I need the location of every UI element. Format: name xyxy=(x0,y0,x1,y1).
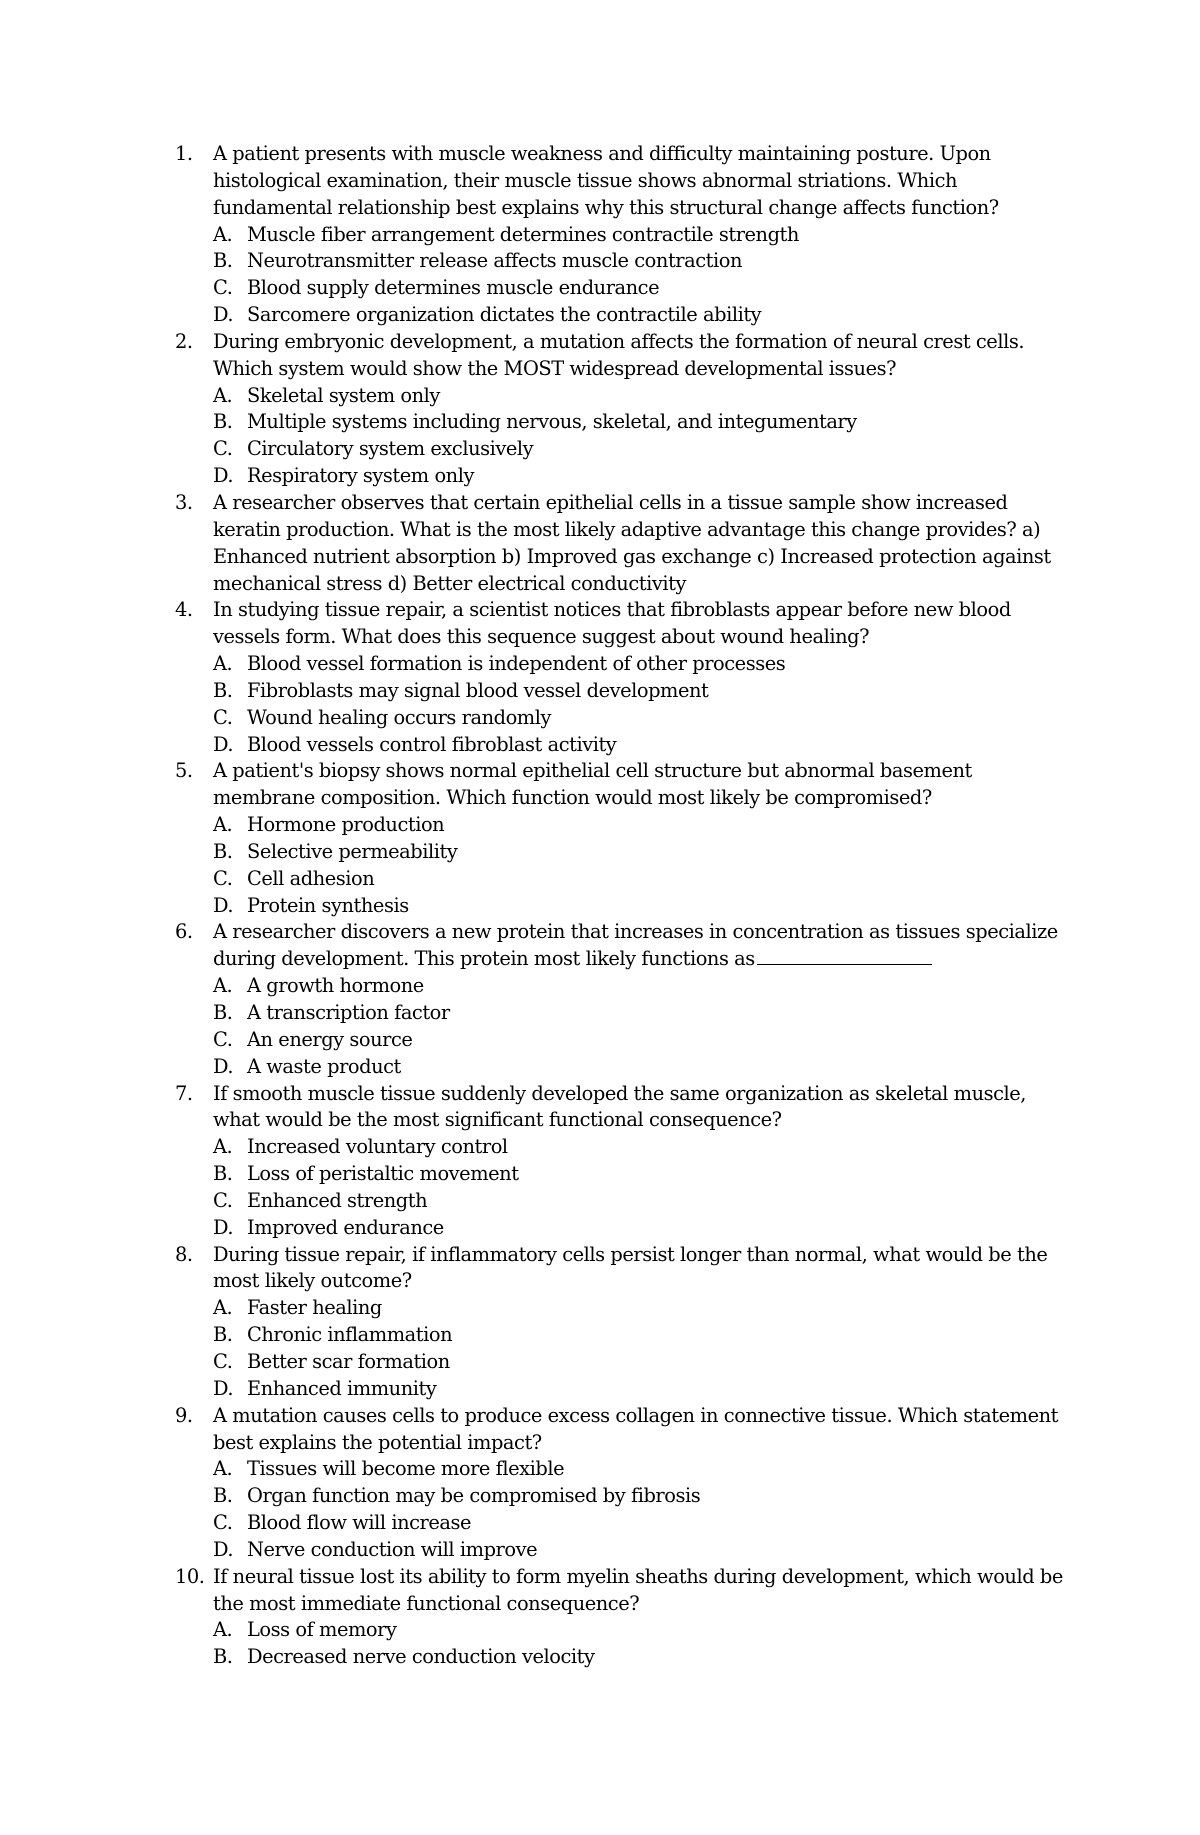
option-letter: D. xyxy=(213,732,234,756)
answer-option xyxy=(213,705,1075,732)
option-letter: C. xyxy=(213,1188,233,1212)
answer-options xyxy=(213,1134,1075,1241)
answer-option xyxy=(213,1161,1075,1188)
answer-options xyxy=(213,651,1075,758)
answer-options xyxy=(213,973,1075,1080)
option-letter: B. xyxy=(213,1484,233,1508)
option-letter: C. xyxy=(213,437,233,461)
answer-options xyxy=(213,222,1075,329)
question-item xyxy=(175,597,1075,758)
option-letter: B. xyxy=(213,678,233,702)
option-text: Improved endurance xyxy=(247,1215,444,1239)
question-stem: A researcher discovers a new protein that increases in concentration as tissues specialize during development. This protein most likely functions as xyxy=(213,920,1058,971)
answer-option xyxy=(213,866,1075,893)
answer-option xyxy=(213,1456,1075,1483)
option-letter: B. xyxy=(213,249,233,273)
question-text xyxy=(213,329,1075,383)
answer-option xyxy=(213,302,1075,329)
question-number: 2. xyxy=(175,329,193,353)
option-text: Multiple systems including nervous, skeletal, and integumentary xyxy=(247,410,857,434)
answer-option xyxy=(213,248,1075,275)
answer-option xyxy=(213,409,1075,436)
option-text: A growth hormone xyxy=(247,974,424,998)
question-number: 7. xyxy=(175,1081,193,1105)
question-item xyxy=(175,758,1075,919)
answer-option xyxy=(213,275,1075,302)
question-text xyxy=(213,1564,1075,1618)
option-text: Enhanced immunity xyxy=(247,1376,437,1400)
option-text: Blood vessel formation is independent of other processes xyxy=(247,652,786,676)
option-text: Respiratory system only xyxy=(247,464,474,488)
option-text: Loss of memory xyxy=(247,1618,397,1642)
option-text: Organ function may be compromised by fibrosis xyxy=(247,1484,701,1508)
answer-options xyxy=(213,1295,1075,1402)
answer-option xyxy=(213,812,1075,839)
option-text: Protein synthesis xyxy=(247,893,409,917)
question-item xyxy=(175,141,1075,329)
question-number: 9. xyxy=(175,1403,193,1427)
question-item xyxy=(175,490,1075,597)
option-text: A waste product xyxy=(247,1054,401,1078)
answer-option xyxy=(213,893,1075,920)
option-text: Neurotransmitter release affects muscle contraction xyxy=(247,249,742,273)
answer-option xyxy=(213,1188,1075,1215)
option-letter: A. xyxy=(213,974,233,998)
answer-options xyxy=(213,1456,1075,1563)
option-letter: C. xyxy=(213,866,233,890)
question-stem: During tissue repair, if inflammatory cells persist longer than normal, what would be the most likely outcome? xyxy=(213,1242,1048,1293)
option-text: Fibroblasts may signal blood vessel development xyxy=(247,678,709,702)
answer-option xyxy=(213,1322,1075,1349)
option-letter: C. xyxy=(213,1349,233,1373)
answer-option xyxy=(213,1215,1075,1242)
option-text: Sarcomere organization dictates the contractile ability xyxy=(247,303,762,327)
option-text: Blood vessels control fibroblast activity xyxy=(247,732,617,756)
answer-option xyxy=(213,436,1075,463)
option-text: Selective permeability xyxy=(247,839,458,863)
answer-option xyxy=(213,839,1075,866)
option-text: Nerve conduction will improve xyxy=(247,1537,538,1561)
option-letter: C. xyxy=(213,1027,233,1051)
option-letter: D. xyxy=(213,893,234,917)
answer-option xyxy=(213,383,1075,410)
answer-options xyxy=(213,383,1075,490)
question-number: 8. xyxy=(175,1242,193,1266)
question-text xyxy=(213,758,1075,812)
question-item xyxy=(175,1081,1075,1242)
option-text: Blood flow will increase xyxy=(247,1511,472,1535)
option-text: An energy source xyxy=(247,1027,413,1051)
question-item xyxy=(175,1403,1075,1564)
option-text: Wound healing occurs randomly xyxy=(247,705,551,729)
question-number: 5. xyxy=(175,759,193,783)
fill-in-blank xyxy=(757,950,932,965)
option-letter: D. xyxy=(213,303,234,327)
question-text xyxy=(213,1242,1075,1296)
question-item xyxy=(175,1242,1075,1403)
answer-option xyxy=(213,1000,1075,1027)
option-text: Circulatory system exclusively xyxy=(247,437,534,461)
option-letter: A. xyxy=(213,813,233,837)
option-letter: A. xyxy=(213,652,233,676)
option-letter: C. xyxy=(213,705,233,729)
answer-option xyxy=(213,1510,1075,1537)
answer-option xyxy=(213,1295,1075,1322)
answer-option xyxy=(213,678,1075,705)
option-text: Muscle fiber arrangement determines contractile strength xyxy=(247,222,799,246)
option-letter: B. xyxy=(213,1645,233,1669)
option-text: Enhanced strength xyxy=(247,1188,428,1212)
question-list xyxy=(175,141,1075,1671)
answer-option xyxy=(213,1027,1075,1054)
question-number: 4. xyxy=(175,598,193,622)
option-letter: B. xyxy=(213,1162,233,1186)
option-letter: D. xyxy=(213,1215,234,1239)
answer-option xyxy=(213,1483,1075,1510)
question-number: 3. xyxy=(175,490,193,514)
option-letter: D. xyxy=(213,1054,234,1078)
question-stem: During embryonic development, a mutation affects the formation of neural crest cells. Which system would show the MOST widespread developmental issues? xyxy=(213,329,1025,380)
answer-option xyxy=(213,1376,1075,1403)
option-letter: C. xyxy=(213,1511,233,1535)
option-text: Chronic inflammation xyxy=(247,1323,453,1347)
option-letter: B. xyxy=(213,1323,233,1347)
option-letter: B. xyxy=(213,839,233,863)
option-text: Loss of peristaltic movement xyxy=(247,1162,519,1186)
question-text xyxy=(213,1081,1075,1135)
answer-option xyxy=(213,1134,1075,1161)
question-stem: A researcher observes that certain epithelial cells in a tissue sample show increased keratin production. What is the most likely adaptive advantage this change provides? a) Enhanced nutrient absorption b) Improved gas exchange c) Increased protection against mechanical stress d) Better electrical conductivity xyxy=(213,490,1051,595)
answer-options xyxy=(213,812,1075,919)
question-number: 10. xyxy=(175,1564,205,1588)
answer-option xyxy=(213,1644,1075,1671)
option-letter: C. xyxy=(213,276,233,300)
option-text: Blood supply determines muscle endurance xyxy=(247,276,660,300)
option-letter: A. xyxy=(213,383,233,407)
question-text xyxy=(213,490,1075,597)
answer-option xyxy=(213,1054,1075,1081)
question-item xyxy=(175,329,1075,490)
answer-option xyxy=(213,463,1075,490)
option-text: Better scar formation xyxy=(247,1349,450,1373)
answer-options xyxy=(213,1617,1075,1671)
option-text: Tissues will become more flexible xyxy=(247,1457,565,1481)
question-stem: In studying tissue repair, a scientist notices that fibroblasts appear before new blood vessels form. What does this sequence suggest about wound healing? xyxy=(213,598,1011,649)
answer-option xyxy=(213,1537,1075,1564)
option-letter: A. xyxy=(213,222,233,246)
option-letter: D. xyxy=(213,1537,234,1561)
answer-option xyxy=(213,973,1075,1000)
answer-option xyxy=(213,651,1075,678)
question-item xyxy=(175,1564,1075,1671)
option-text: Faster healing xyxy=(247,1296,382,1320)
question-stem: If smooth muscle tissue suddenly developed the same organization as skeletal muscle, what would be the most significant functional consequence? xyxy=(213,1081,1027,1132)
option-letter: A. xyxy=(213,1457,233,1481)
question-number: 1. xyxy=(175,142,193,165)
question-text xyxy=(213,597,1075,651)
answer-option xyxy=(213,1349,1075,1376)
question-stem: A mutation causes cells to produce excess collagen in connective tissue. Which statement best explains the potential impact? xyxy=(213,1403,1058,1454)
question-stem: A patient's biopsy shows normal epithelial cell structure but abnormal basement membrane composition. Which function would most likely be compromised? xyxy=(213,759,972,810)
answer-option xyxy=(213,222,1075,249)
option-letter: A. xyxy=(213,1618,233,1642)
option-letter: B. xyxy=(213,1001,233,1024)
option-text: Decreased nerve conduction velocity xyxy=(247,1645,595,1669)
question-stem: If neural tissue lost its ability to form myelin sheaths during development, which would be the most immediate functional consequence? xyxy=(213,1564,1063,1615)
option-letter: A. xyxy=(213,1296,233,1320)
question-number: 6. xyxy=(175,920,193,944)
question-item xyxy=(175,919,1075,1080)
question-stem: A patient presents with muscle weakness and difficulty maintaining posture. Upon histological examination, their muscle tissue shows abnormal striations. Which fundamental relationship best explains why this structural change affects function? xyxy=(213,142,999,219)
answer-option xyxy=(213,732,1075,759)
option-letter: D. xyxy=(213,1376,234,1400)
option-letter: A. xyxy=(213,1135,233,1159)
question-text xyxy=(213,919,1075,973)
option-text: Cell adhesion xyxy=(247,866,375,890)
option-letter: B. xyxy=(213,410,233,434)
option-text: A transcription factor xyxy=(247,1001,450,1024)
question-text xyxy=(213,1403,1075,1457)
option-letter: D. xyxy=(213,464,234,488)
option-text: Increased voluntary control xyxy=(247,1135,508,1159)
option-text: Hormone production xyxy=(247,813,445,837)
question-text xyxy=(213,141,1075,222)
option-text: Skeletal system only xyxy=(247,383,440,407)
answer-option xyxy=(213,1617,1075,1644)
